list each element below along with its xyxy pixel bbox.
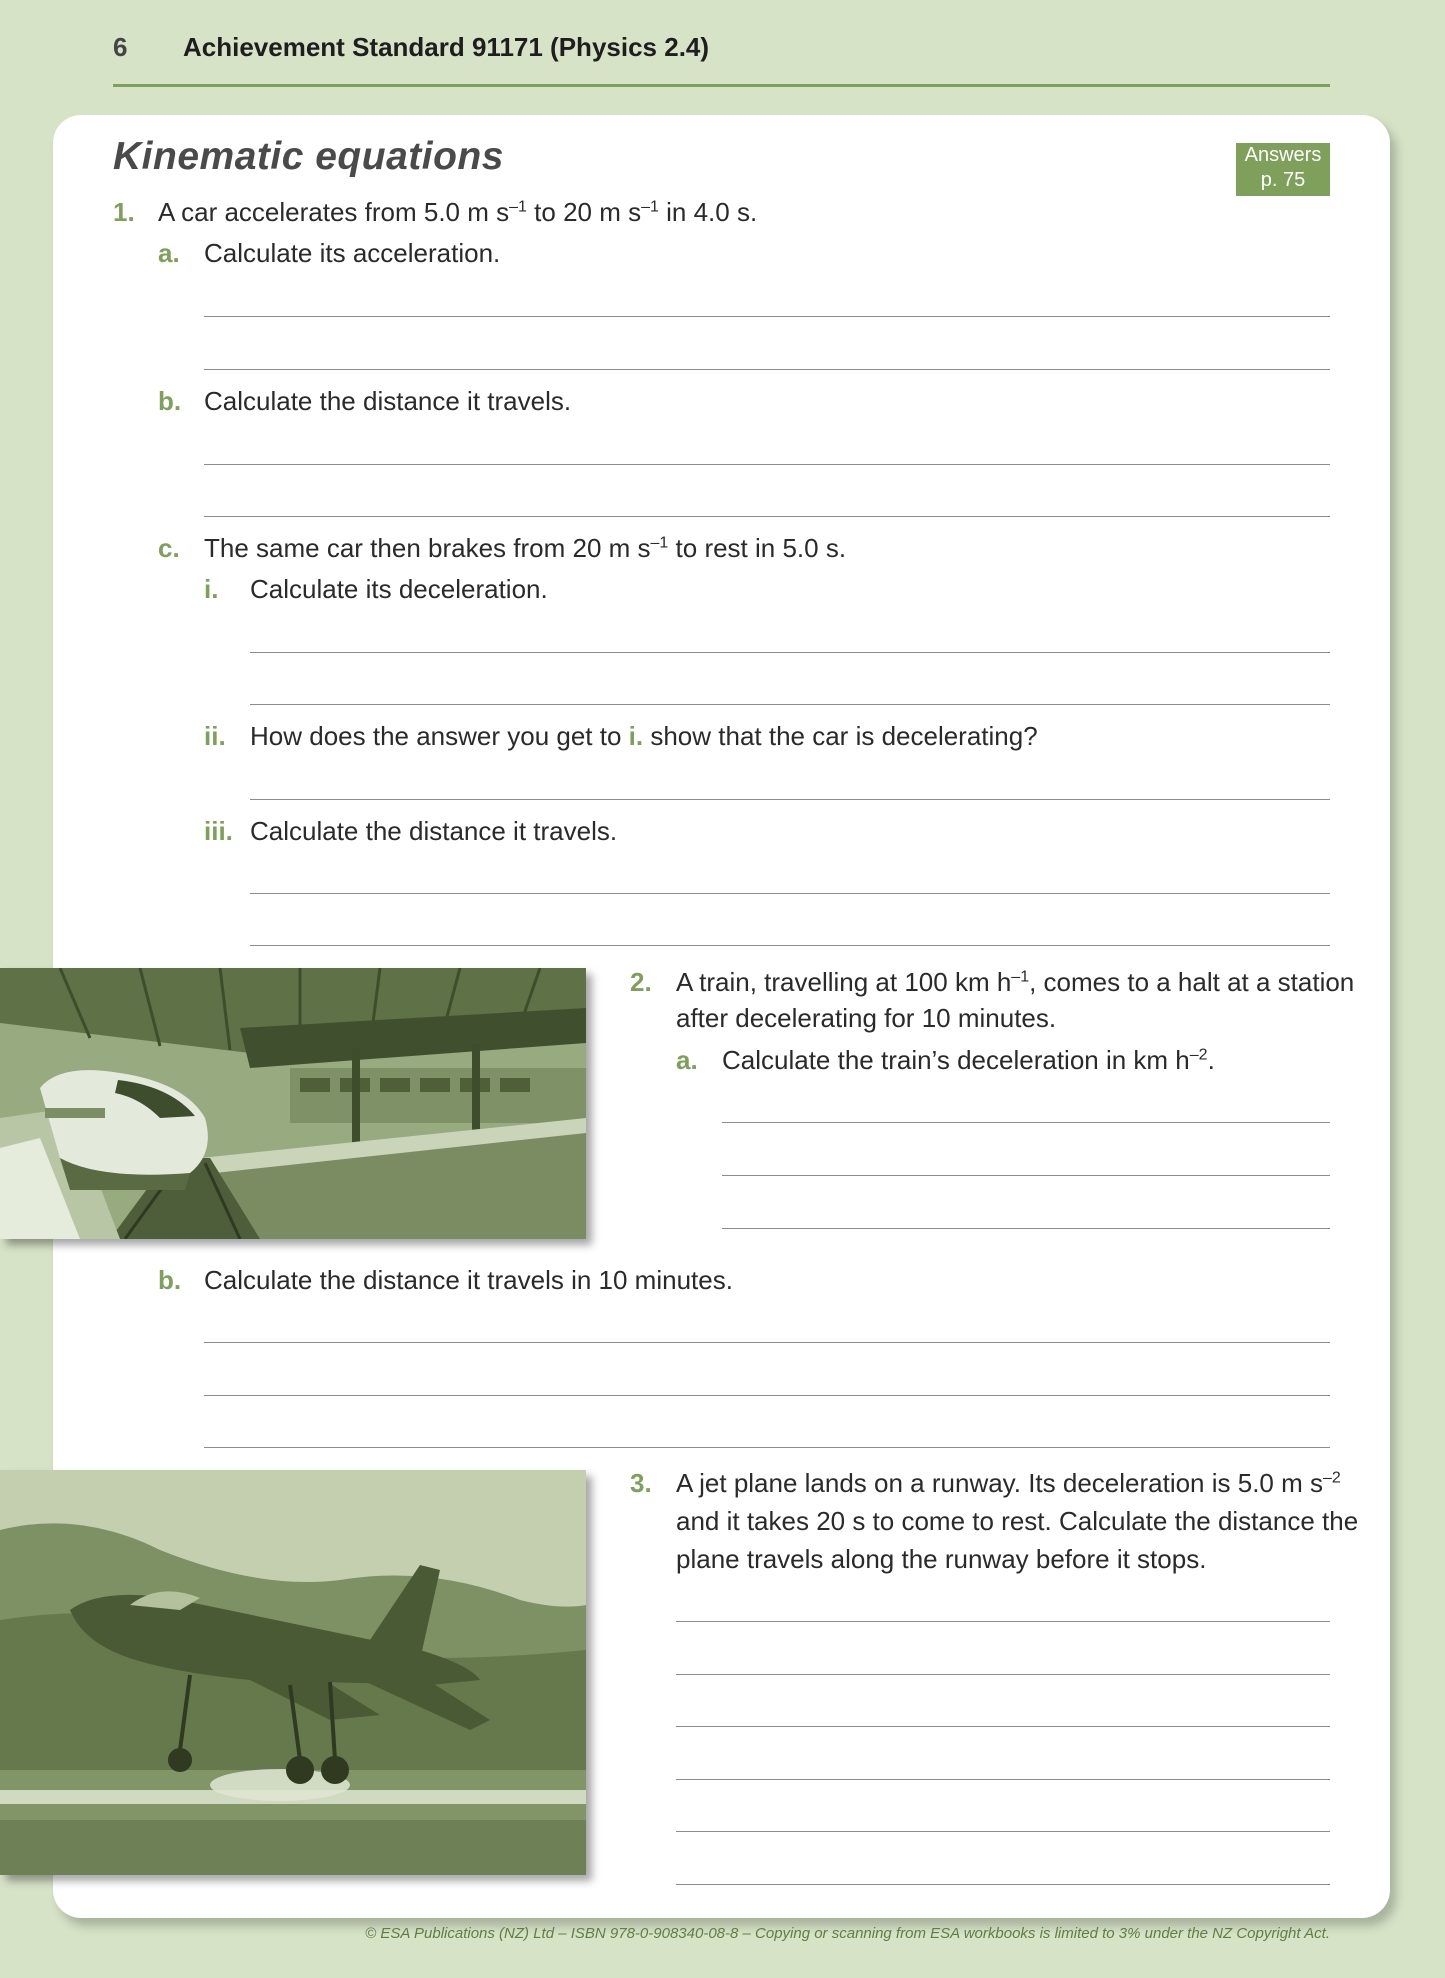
train-photo xyxy=(0,968,586,1239)
jet-photo xyxy=(0,1470,586,1875)
q1b-label: b. xyxy=(158,386,182,416)
q3-line3: plane travels along the runway before it stops. xyxy=(676,1544,1207,1574)
answer-line[interactable] xyxy=(204,316,1330,317)
answer-line[interactable] xyxy=(250,893,1330,894)
answer-line[interactable] xyxy=(204,1342,1330,1343)
answer-line[interactable] xyxy=(676,1674,1330,1675)
q1ci-text: Calculate its deceleration. xyxy=(250,574,548,604)
q2-line2: after decelerating for 10 minutes. xyxy=(676,1003,1057,1033)
answer-line[interactable] xyxy=(676,1831,1330,1832)
answers-page: p. 75 xyxy=(1260,169,1306,191)
q1c-label: c. xyxy=(158,533,180,563)
q2a-text: Calculate the train’s deceleration in km $h^{-2}$. xyxy=(722,1045,1215,1075)
q1ciii-text: Calculate the distance it travels. xyxy=(250,816,618,846)
answer-line[interactable] xyxy=(676,1621,1330,1622)
q2b-text: Calculate the distance it travels in 10 minutes. xyxy=(204,1265,733,1295)
answer-line[interactable] xyxy=(676,1779,1330,1780)
train-illustration xyxy=(0,968,586,1239)
answers-label: Answers xyxy=(1244,144,1322,166)
answer-line[interactable] xyxy=(722,1122,1330,1123)
answer-line[interactable] xyxy=(250,652,1330,653)
q1c-text: The same car then brakes from 20 m $s^{-1}$ to rest in 5.0 s. xyxy=(204,533,847,563)
q3-line1: A jet plane lands on a runway. Its deceleration is 5.0 m $s^{-2}$ xyxy=(676,1468,1341,1498)
q1a-text: Calculate its acceleration. xyxy=(204,238,501,268)
answer-line[interactable] xyxy=(250,945,1330,946)
q1cii-label: ii. xyxy=(204,721,226,751)
q2a-label: a. xyxy=(676,1045,698,1075)
answers-badge xyxy=(1236,143,1330,196)
answer-line[interactable] xyxy=(204,1395,1330,1396)
answer-line[interactable] xyxy=(676,1884,1330,1885)
jet-illustration xyxy=(0,1470,586,1875)
answer-line[interactable] xyxy=(250,704,1330,705)
standard-title: Achievement Standard 91171 (Physics 2.4) xyxy=(183,32,710,62)
page-number: 6 xyxy=(113,32,128,62)
q2-number: 2. xyxy=(630,967,652,997)
section-heading: Kinematic equations xyxy=(113,135,504,178)
q2b-label: b. xyxy=(158,1265,182,1295)
q1ciii-label: iii. xyxy=(204,816,233,846)
q1-number: 1. xyxy=(113,197,135,227)
q1a-label: a. xyxy=(158,238,180,268)
page-header xyxy=(113,28,1330,87)
answer-line[interactable] xyxy=(722,1175,1330,1176)
q2-line1: A train, travelling at 100 km $h^{-1}$, comes to a halt at a station xyxy=(676,967,1355,997)
q1b-text: Calculate the distance it travels. xyxy=(204,386,572,416)
copyright-footer: © ESA Publications (NZ) Ltd – ISBN 978-0-908340-08-8 – Copying or scanning from ESA workbooks is limited to 3% under the NZ Copyright Act. xyxy=(365,1925,1330,1942)
q1ci-label: i. xyxy=(204,574,219,604)
answer-line[interactable] xyxy=(204,1447,1330,1448)
answer-line[interactable] xyxy=(722,1228,1330,1229)
answer-line[interactable] xyxy=(204,464,1330,465)
answer-line[interactable] xyxy=(676,1726,1330,1727)
answer-line[interactable] xyxy=(250,799,1330,800)
q3-line2: and it takes 20 s to come to rest. Calculate the distance the xyxy=(676,1506,1359,1536)
answer-line[interactable] xyxy=(204,516,1330,517)
answer-line[interactable] xyxy=(204,369,1330,370)
q3-number: 3. xyxy=(630,1468,652,1498)
q1cii-text: How does the answer you get to i. show that the car is decelerating? xyxy=(250,721,1038,751)
q1-text: A car accelerates from 5.0 m $s^{-1}$ to 20 m $s^{-1}$ in 4.0 s. xyxy=(158,197,758,227)
